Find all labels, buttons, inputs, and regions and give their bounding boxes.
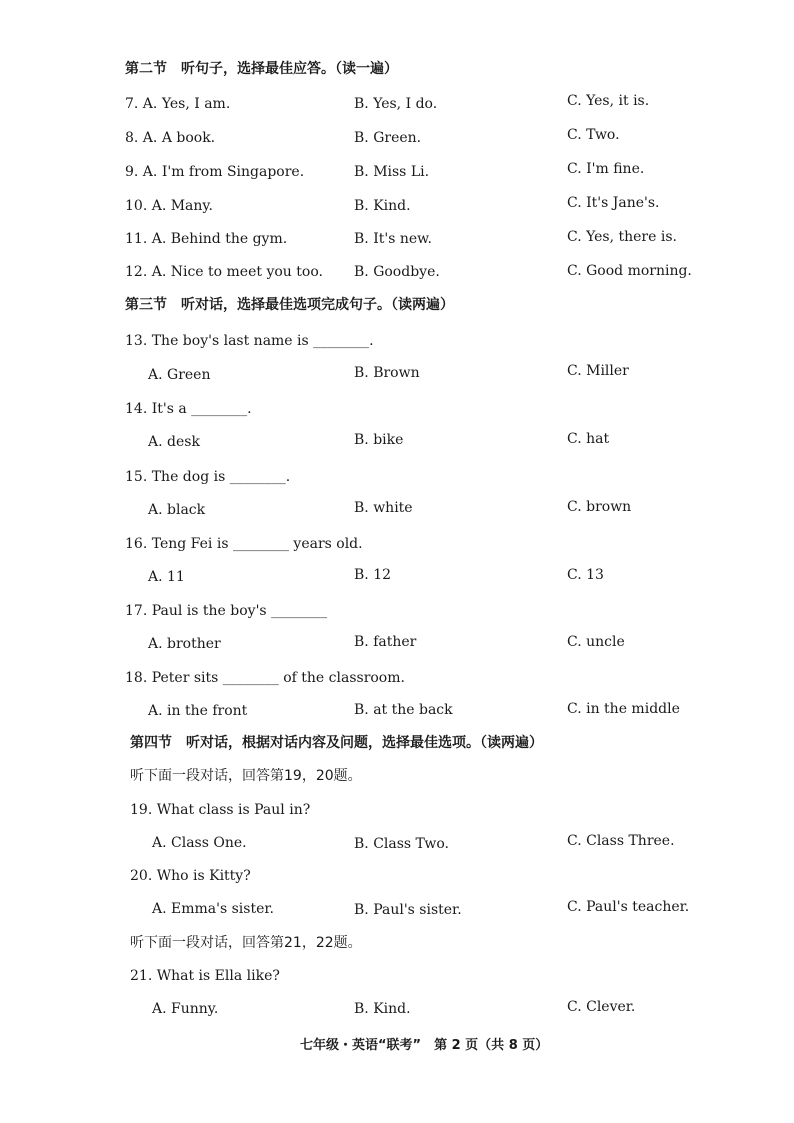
q15-option-a: A. black <box>148 502 206 518</box>
q16-option-c: C. 13 <box>567 567 604 583</box>
q17-stem: 17. Paul is the boy's ________ <box>125 603 328 619</box>
q11-option-c: C. Yes, there is. <box>567 229 677 245</box>
q21-stem: 21. What is Ella like? <box>130 968 280 984</box>
q21-option-c: C. Clever. <box>567 999 636 1015</box>
q17-option-a: A. brother <box>148 636 221 652</box>
section-2-heading: 第二节 听句子，选择最佳应答。（读一遍） <box>125 61 398 77</box>
q20-option-b: B. Paul's sister. <box>354 902 462 918</box>
q18-option-a: A. in the front <box>148 703 248 719</box>
instruction-19-20: 听下面一段对话，回答第19，20题。 <box>130 768 362 784</box>
q9-option-b: B. Miss Li. <box>354 164 430 180</box>
q19-option-b: B. Class Two. <box>354 836 449 852</box>
q9-option-c: C. I'm fine. <box>567 161 645 177</box>
q19-stem: 19. What class is Paul in? <box>130 802 311 818</box>
q16-option-a: A. 11 <box>148 569 185 585</box>
q18-option-b: B. at the back <box>354 702 453 718</box>
q12-option-b: B. Goodbye. <box>354 264 440 280</box>
q9-option-a: 9. A. I'm from Singapore. <box>125 164 305 180</box>
q17-option-c: C. uncle <box>567 634 625 650</box>
q7-option-c: C. Yes, it is. <box>567 93 650 109</box>
q10-option-a: 10. A. Many. <box>125 198 213 214</box>
q12-option-a: 12. A. Nice to meet you too. <box>125 264 323 280</box>
q20-option-a: A. Emma's sister. <box>152 901 274 917</box>
q18-option-c: C. in the middle <box>567 701 680 717</box>
q17-option-b: B. father <box>354 634 417 650</box>
q21-option-a: A. Funny. <box>152 1001 219 1017</box>
q16-stem: 16. Teng Fei is ________ years old. <box>125 536 363 552</box>
section-3-heading: 第三节 听对话，选择最佳选项完成句子。（读两遍） <box>125 297 454 313</box>
q14-option-a: A. desk <box>148 434 200 450</box>
q10-option-c: C. It's Jane's. <box>567 195 660 211</box>
q19-option-a: A. Class One. <box>152 835 247 851</box>
q15-option-c: C. brown <box>567 499 632 515</box>
q7-option-a: 7. A. Yes, I am. <box>125 96 231 112</box>
q14-option-c: C. hat <box>567 431 610 447</box>
q8-option-b: B. Green. <box>354 130 422 146</box>
instruction-21-22: 听下面一段对话，回答第21，22题。 <box>130 935 362 951</box>
q13-option-b: B. Brown <box>354 365 420 381</box>
q15-stem: 15. The dog is ________. <box>125 469 291 485</box>
page-footer: 七年级・英语“联考” 第 2 页（共 8 页） <box>300 1038 549 1053</box>
q18-stem: 18. Peter sits ________ of the classroom. <box>125 670 405 686</box>
q15-option-b: B. white <box>354 500 413 516</box>
q13-option-c: C. Miller <box>567 363 629 379</box>
q12-option-c: C. Good morning. <box>567 263 692 279</box>
q8-option-c: C. Two. <box>567 127 620 143</box>
q20-stem: 20. Who is Kitty? <box>130 868 251 884</box>
q19-option-c: C. Class Three. <box>567 833 675 849</box>
q8-option-a: 8. A. A book. <box>125 130 216 146</box>
q13-option-a: A. Green <box>148 367 211 383</box>
q10-option-b: B. Kind. <box>354 198 411 214</box>
section-4-heading: 第四节 听对话，根据对话内容及问题，选择最佳选项。（读两遍） <box>130 735 543 751</box>
q11-option-a: 11. A. Behind the gym. <box>125 231 288 247</box>
q21-option-b: B. Kind. <box>354 1001 411 1017</box>
q20-option-c: C. Paul's teacher. <box>567 899 690 915</box>
q16-option-b: B. 12 <box>354 567 392 583</box>
q14-stem: 14. It's a ________. <box>125 401 252 417</box>
q13-stem: 13. The boy's last name is ________. <box>125 333 374 349</box>
q7-option-b: B. Yes, I do. <box>354 96 438 112</box>
q11-option-b: B. It's new. <box>354 231 432 247</box>
q14-option-b: B. bike <box>354 432 404 448</box>
